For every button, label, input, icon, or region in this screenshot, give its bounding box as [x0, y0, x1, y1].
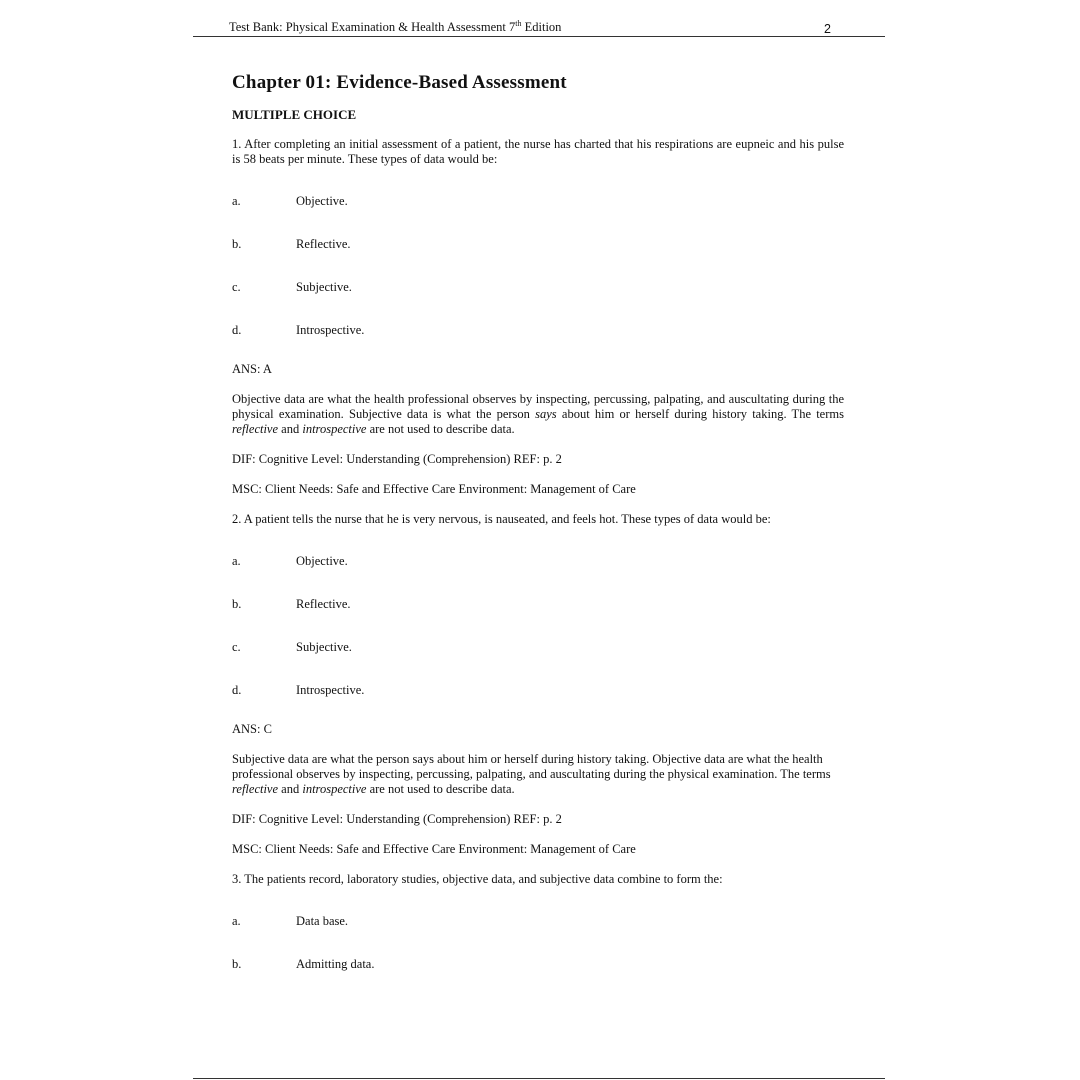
answer-choice: [232, 180, 844, 223]
page-number: 2: [824, 22, 831, 36]
answer-choice: [232, 223, 844, 266]
header-title-superscript: th: [515, 19, 522, 28]
answer-choice: [232, 540, 844, 583]
choice-text: Introspective.: [296, 683, 365, 697]
choice-letter: b.: [232, 957, 242, 971]
choice-letter: c.: [232, 280, 241, 294]
difficulty-reference: DIF: Cognitive Level: Understanding (Comprehension) REF: p. 2: [232, 812, 562, 826]
answer-key: ANS: A: [232, 362, 272, 376]
footer-divider: [193, 1078, 885, 1079]
difficulty-reference: DIF: Cognitive Level: Understanding (Comprehension) REF: p. 2: [232, 452, 562, 466]
rationale: Subjective data are what the person says about him or herself during history taking. Objective data are what the health professional observes by inspecting, percussing, palpating, and auscultating during the physical examination. The terms reflective and introspective are not used to describe data.: [232, 752, 831, 796]
choice-letter: d.: [232, 683, 242, 697]
header-divider: [193, 36, 885, 37]
question-3: [232, 872, 844, 986]
choice-text: Admitting data.: [296, 957, 375, 971]
answer-choice: [232, 900, 844, 943]
page-content: [232, 72, 844, 986]
choice-text: Subjective.: [296, 280, 352, 294]
answer-choice: [232, 669, 844, 712]
choice-text: Introspective.: [296, 323, 365, 337]
question-stem: 1. After completing an initial assessment of a patient, the nurse has charted that his respirations are eupneic and his pulse is 58 beats per minute. These types of data would be:: [232, 137, 844, 166]
choice-text: Subjective.: [296, 640, 352, 654]
answer-key: ANS: C: [232, 722, 272, 736]
question-1: [232, 137, 844, 497]
answer-choice: [232, 943, 844, 986]
chapter-title: Chapter 01: Evidence-Based Assessment: [232, 72, 567, 93]
choice-text: Reflective.: [296, 597, 351, 611]
client-needs: MSC: Client Needs: Safe and Effective Care Environment: Management of Care: [232, 482, 636, 496]
choice-letter: c.: [232, 640, 241, 654]
question-stem: 3. The patients record, laboratory studies, objective data, and subjective data combine to form the:: [232, 872, 723, 886]
answer-choice: [232, 583, 844, 626]
choice-text: Data base.: [296, 914, 349, 928]
running-header: [229, 19, 561, 35]
answer-choice: [232, 266, 844, 309]
question-2: [232, 512, 844, 857]
choice-letter: a.: [232, 914, 241, 928]
header-title-suffix: Edition: [521, 20, 562, 34]
choice-letter: d.: [232, 323, 242, 337]
choice-text: Objective.: [296, 194, 348, 208]
question-stem: 2. A patient tells the nurse that he is very nervous, is nauseated, and feels hot. These types of data would be:: [232, 512, 771, 526]
answer-choice: [232, 626, 844, 669]
answer-choice: [232, 309, 844, 352]
section-heading: MULTIPLE CHOICE: [232, 107, 357, 122]
choice-text: Reflective.: [296, 237, 351, 251]
choice-letter: b.: [232, 237, 242, 251]
header-title-prefix: Test Bank: Physical Examination & Health Assessment 7: [229, 20, 516, 34]
client-needs: MSC: Client Needs: Safe and Effective Care Environment: Management of Care: [232, 842, 636, 856]
choice-letter: b.: [232, 597, 242, 611]
choice-text: Objective.: [296, 554, 348, 568]
choice-letter: a.: [232, 194, 241, 208]
choice-letter: a.: [232, 554, 241, 568]
rationale: Objective data are what the health professional observes by inspecting, percussing, palpating, and auscultating during the physical examination. Subjective data is what the person says about him or herself during history taking. The terms reflective and introspective are not used to describe data.: [232, 392, 844, 436]
